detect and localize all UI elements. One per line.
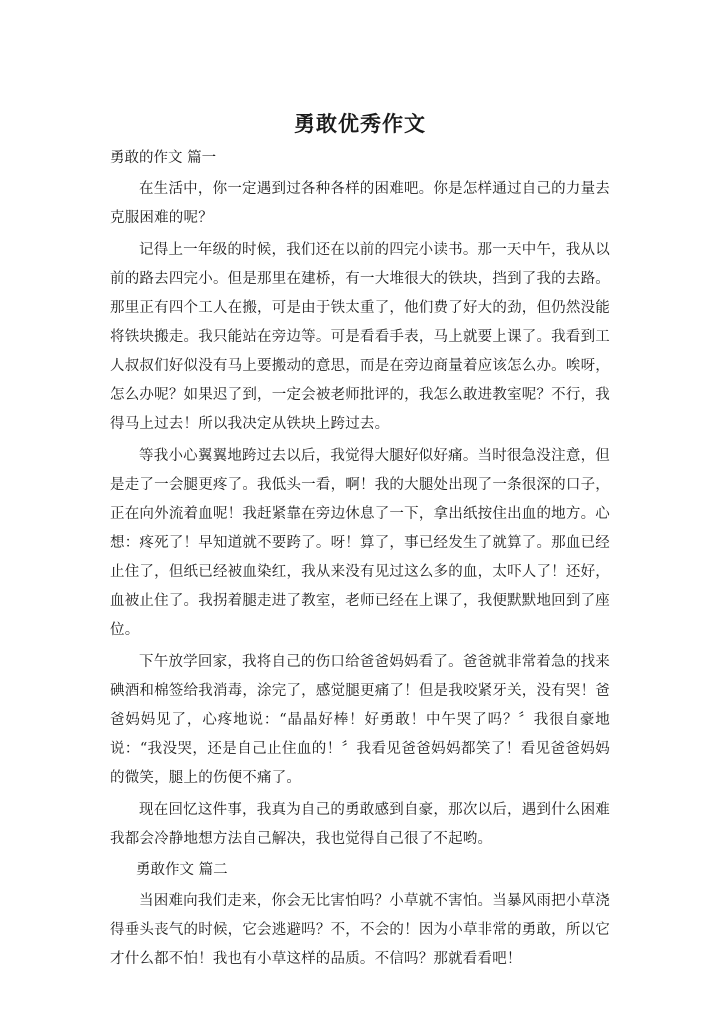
section-heading-1: 勇敢的作文 篇一: [110, 150, 217, 166]
document-body: [110, 145, 610, 977]
document-title: 勇敢优秀作文: [294, 111, 426, 136]
section-heading-2: 勇敢作文 篇二: [136, 862, 228, 878]
paragraph: 现在回忆这件事，我真为自己的勇敢感到自豪，那次以后，遇到什么困难我都会冷静地想方法自己解决，我也觉得自己很了不起哟。: [110, 802, 610, 847]
paragraph: 当困难向我们走来，你会无比害怕吗？小草就不害怕。当暴风雨把小草浇得垂头丧气的时候，它会逃避吗？不，不会的！因为小草非常的勇敢，所以它才什么都不怕！我也有小草这样的品质。不信吗？那就看看吧！: [110, 893, 610, 967]
paragraph: 在生活中，你一定遇到过各种各样的困难吧。你是怎样通过自己的力量去克服困难的呢？: [110, 181, 610, 226]
paragraph: 等我小心翼翼地跨过去以后，我觉得大腿好似好痛。当时很急没注意，但是走了一会腿更疼了。我低头一看，啊！我的大腿处出现了一条很深的口子，正在向外流着血呢！我赶紧靠在旁边休息了一下，拿出纸按住出血的地方。心想：疼死了！早知道就不要跨了。呀！算了，事已经发生了就算了。那血已经止住了，但纸已经被血染红，我从来没有见过这么多的血，太吓人了！还好，血被止住了。我拐着腿走进了教室，老师已经在上课了，我便默默地回到了座位。: [110, 448, 610, 638]
paragraph: 下午放学回家，我将自己的伤口给爸爸妈妈看了。爸爸就非常着急的找来碘酒和棉签给我消毒，涂完了，感觉腿更痛了！但是我咬紧牙关，没有哭！爸爸妈妈见了，心疼地说：“晶晶好棒！好勇敢！中午哭了吗？〞我很自豪地说：“我没哭，还是自己止住血的！〞我看见爸爸妈妈都笑了！看见爸爸妈妈的微笑，腿上的伤便不痛了。: [110, 654, 610, 786]
paragraph: 记得上一年级的时候，我们还在以前的四完小读书。那一天中午，我从以前的路去四完小。但是那里在建桥，有一大堆很大的铁块，挡到了我的去路。那里正有四个工人在搬，可是由于铁太重了，他们费了好大的劲，但仍然没能将铁块搬走。我只能站在旁边等。可是看看手表，马上就要上课了。我看到工人叔叔们好似没有马上要搬动的意思，而是在旁边商量着应该怎么办。唉呀，怎么办呢？如果迟了到，一定会被老师批评的，我怎么敢进教室呢？不行，我得马上过去！所以我决定从铁块上跨过去。: [110, 242, 610, 432]
